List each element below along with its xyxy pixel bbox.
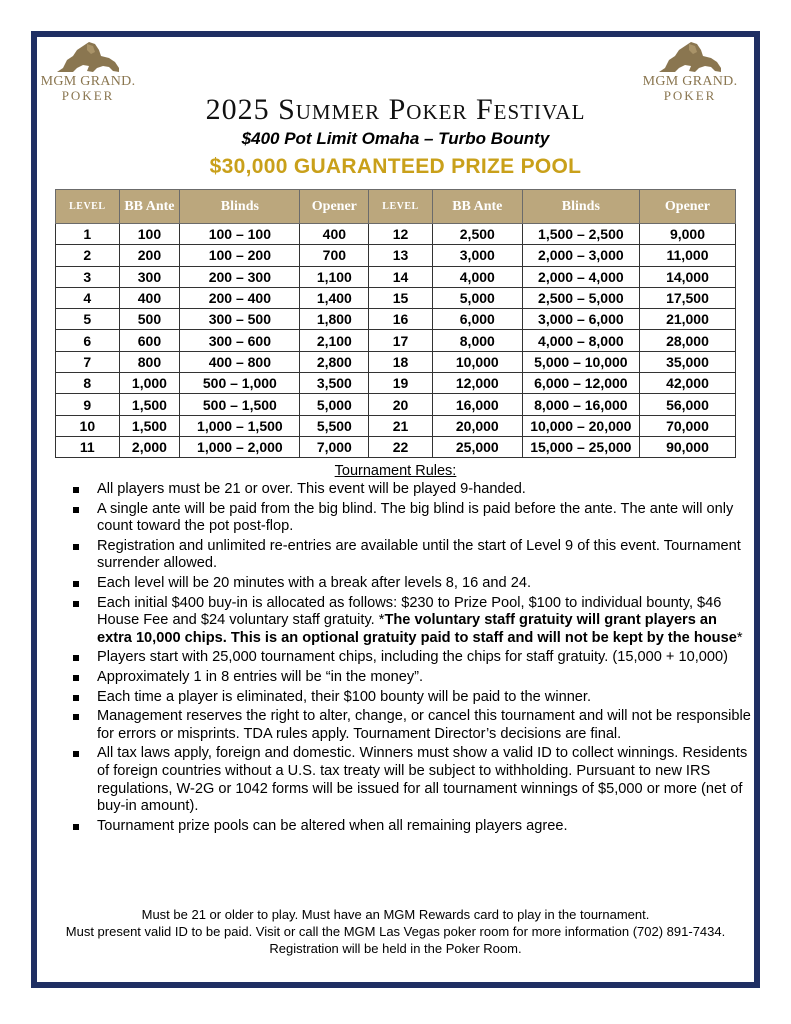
table-cell: 8,000 <box>432 330 522 351</box>
table-cell: 400 <box>300 224 369 245</box>
table-cell: 200 <box>119 245 180 266</box>
rule-text: Each initial $400 buy-in is allocated as follows: $230 to Prize Pool, $100 to individual bounty, $46 House Fee and $24 voluntary staff gratuity. * <box>97 594 722 629</box>
table-cell: 18 <box>369 351 433 372</box>
table-cell: 17,500 <box>639 287 735 308</box>
footer-line-2: Must present valid ID to be paid. Visit or call the MGM Las Vegas poker room for more information (702) 891-7434. Registration will be held in the Poker Room. <box>65 924 726 956</box>
table-cell: 500 <box>119 309 180 330</box>
bullet-icon <box>73 601 79 607</box>
table-row <box>56 436 736 457</box>
table-cell: 4,000 – 8,000 <box>522 330 639 351</box>
table-cell: 400 <box>119 287 180 308</box>
rule-text: All tax laws apply, foreign and domestic. Winners must show a valid ID to collect winnings. Residents of foreign countries without a U.S. tax treaty will be subject to withholding. Pursuant to new IRS regulations, W-2G or 1042 forms will be issued for all tournament winnings of $5,000 or more (net of buy-in amount). <box>97 745 748 815</box>
table-cell: 1,500 – 2,500 <box>522 224 639 245</box>
table-row <box>56 224 736 245</box>
blind-structure-table <box>55 189 736 458</box>
header-opener: Opener <box>639 190 735 224</box>
table-cell: 3,000 <box>432 245 522 266</box>
table-cell: 90,000 <box>639 436 735 457</box>
table-row <box>56 394 736 415</box>
table-cell: 1,400 <box>300 287 369 308</box>
bullet-icon <box>73 695 79 701</box>
table-cell: 400 – 800 <box>180 351 300 372</box>
rule-text: Management reserves the right to alter, change, or cancel this tournament and will not be responsible for errors or misprints. TDA rules apply. Tournament Director’s decisions are final. <box>97 708 751 742</box>
rule-item-buyin <box>73 595 753 648</box>
table-cell: 2,000 <box>119 436 180 457</box>
table-cell: 56,000 <box>639 394 735 415</box>
rule-item <box>73 575 753 593</box>
table-cell: 8 <box>56 373 120 394</box>
table-cell: 16,000 <box>432 394 522 415</box>
table-cell: 500 – 1,500 <box>180 394 300 415</box>
table-cell: 5,000 <box>300 394 369 415</box>
rule-item <box>73 669 753 687</box>
table-cell: 1,800 <box>300 309 369 330</box>
table-cell: 12 <box>369 224 433 245</box>
table-cell: 1,500 <box>119 394 180 415</box>
table-row <box>56 351 736 372</box>
table-cell: 6 <box>56 330 120 351</box>
table-cell: 4 <box>56 287 120 308</box>
table-cell: 5,500 <box>300 415 369 436</box>
table-cell: 21,000 <box>639 309 735 330</box>
bullet-icon <box>73 655 79 661</box>
header-level: LEVEL <box>369 190 433 224</box>
table-cell: 500 – 1,000 <box>180 373 300 394</box>
table-cell: 6,000 <box>432 309 522 330</box>
table-cell: 10,000 <box>432 351 522 372</box>
table-cell: 2,000 – 3,000 <box>522 245 639 266</box>
rule-item <box>73 708 753 743</box>
table-cell: 5 <box>56 309 120 330</box>
rule-text-end: * <box>736 629 743 646</box>
rules-title: Tournament Rules: <box>334 463 457 479</box>
mgm-grand-poker-logo-right <box>640 38 740 103</box>
event-subtitle: $400 Pot Limit Omaha – Turbo Bounty <box>241 129 550 148</box>
prize-pool-heading: $30,000 GUARANTEED PRIZE POOL <box>209 155 582 178</box>
rule-item <box>73 481 753 499</box>
rule-text: Approximately 1 in 8 entries will be “in the money”. <box>97 668 424 685</box>
bullet-icon <box>73 544 79 550</box>
table-cell: 200 – 400 <box>180 287 300 308</box>
table-cell: 3,000 – 6,000 <box>522 309 639 330</box>
table-header-row <box>56 190 736 224</box>
table-cell: 11 <box>56 436 120 457</box>
table-cell: 2,000 – 4,000 <box>522 266 639 287</box>
table-cell: 14 <box>369 266 433 287</box>
rule-item <box>73 745 753 815</box>
table-cell: 2,500 <box>432 224 522 245</box>
table-row <box>56 245 736 266</box>
table-cell: 6,000 – 12,000 <box>522 373 639 394</box>
table-cell: 28,000 <box>639 330 735 351</box>
table-cell: 7,000 <box>300 436 369 457</box>
rules-list <box>73 481 753 837</box>
logo-sub-text: POKER <box>663 88 717 103</box>
rule-text: Each time a player is eliminated, their $100 bounty will be paid to the winner. <box>97 688 592 705</box>
table-cell: 1,000 – 1,500 <box>180 415 300 436</box>
header-bb-ante: BB Ante <box>432 190 522 224</box>
table-cell: 19 <box>369 373 433 394</box>
table-cell: 12,000 <box>432 373 522 394</box>
table-cell: 7 <box>56 351 120 372</box>
table-cell: 20,000 <box>432 415 522 436</box>
table-cell: 11,000 <box>639 245 735 266</box>
table-cell: 9,000 <box>639 224 735 245</box>
table-cell: 1,500 <box>119 415 180 436</box>
rule-text: A single ante will be paid from the big blind. The big blind is paid before the ante. The ante will only count toward the pot post-flop. <box>97 500 734 535</box>
header-bb-ante: BB Ante <box>119 190 180 224</box>
rule-text: All players must be 21 or over. This event will be played 9-handed. <box>97 481 526 497</box>
rule-text: Each level will be 20 minutes with a break after levels 8, 16 and 24. <box>97 574 532 591</box>
table-row <box>56 309 736 330</box>
table-cell: 10,000 – 20,000 <box>522 415 639 436</box>
header-blinds: Blinds <box>180 190 300 224</box>
lion-icon <box>655 38 725 74</box>
table-cell: 15,000 – 25,000 <box>522 436 639 457</box>
lion-icon <box>53 38 123 74</box>
table-cell: 25,000 <box>432 436 522 457</box>
table-cell: 15 <box>369 287 433 308</box>
table-cell: 22 <box>369 436 433 457</box>
table-cell: 1,000 <box>119 373 180 394</box>
table-cell: 100 <box>119 224 180 245</box>
table-cell: 10 <box>56 415 120 436</box>
table-cell: 1,100 <box>300 266 369 287</box>
bullet-icon <box>73 824 79 830</box>
table-cell: 16 <box>369 309 433 330</box>
table-row <box>56 373 736 394</box>
table-row <box>56 415 736 436</box>
rule-item <box>73 649 753 667</box>
table-cell: 300 – 600 <box>180 330 300 351</box>
table-cell: 20 <box>369 394 433 415</box>
table-cell: 35,000 <box>639 351 735 372</box>
table-cell: 4,000 <box>432 266 522 287</box>
logo-brand-text: MGM GRAND. <box>642 74 738 89</box>
table-cell: 100 – 200 <box>180 245 300 266</box>
table-cell: 2,800 <box>300 351 369 372</box>
table-cell: 800 <box>119 351 180 372</box>
table-cell: 200 – 300 <box>180 266 300 287</box>
rule-text: Registration and unlimited re-entries are available until the start of Level 9 of this event. Tournament surrender allowed. <box>97 537 741 572</box>
bullet-icon <box>73 507 79 513</box>
rule-item <box>73 501 753 536</box>
table-cell: 3,500 <box>300 373 369 394</box>
table-cell: 3 <box>56 266 120 287</box>
table-cell: 300 <box>119 266 180 287</box>
bullet-icon <box>73 714 79 720</box>
table-cell: 1 <box>56 224 120 245</box>
table-cell: 5,000 – 10,000 <box>522 351 639 372</box>
table-cell: 14,000 <box>639 266 735 287</box>
table-cell: 100 – 100 <box>180 224 300 245</box>
rule-item <box>73 538 753 573</box>
header-opener: Opener <box>300 190 369 224</box>
logo-sub-text: POKER <box>61 88 115 103</box>
mgm-grand-poker-logo-left <box>38 38 138 103</box>
table-row <box>56 330 736 351</box>
logo-brand-text: MGM GRAND. <box>40 74 136 89</box>
rule-item <box>73 818 753 836</box>
bullet-icon <box>73 487 79 493</box>
header-level: LEVEL <box>56 190 120 224</box>
table-cell: 42,000 <box>639 373 735 394</box>
table-cell: 5,000 <box>432 287 522 308</box>
table-cell: 17 <box>369 330 433 351</box>
table-row <box>56 287 736 308</box>
header-blinds: Blinds <box>522 190 639 224</box>
rule-item <box>73 689 753 707</box>
footer-notice <box>40 906 751 957</box>
bullet-icon <box>73 675 79 681</box>
table-row <box>56 266 736 287</box>
table-cell: 13 <box>369 245 433 266</box>
table-cell: 70,000 <box>639 415 735 436</box>
table-cell: 2,100 <box>300 330 369 351</box>
table-cell: 600 <box>119 330 180 351</box>
rule-text: Tournament prize pools can be altered when all remaining players agree. <box>97 817 568 834</box>
table-cell: 21 <box>369 415 433 436</box>
rule-bold-text: The voluntary staff gratuity will grant players an extra 10,000 chips. This is an optional gratuity paid to staff and will not be kept by the house <box>97 612 737 646</box>
page-title: 2025 Summer Poker Festival <box>205 93 586 126</box>
bullet-icon <box>73 751 79 757</box>
table-cell: 1,000 – 2,000 <box>180 436 300 457</box>
table-cell: 8,000 – 16,000 <box>522 394 639 415</box>
rule-text: Players start with 25,000 tournament chips, including the chips for staff gratuity. (15,000 + 10,000) <box>97 649 728 666</box>
table-cell: 2,500 – 5,000 <box>522 287 639 308</box>
footer-line-1: Must be 21 or older to play. Must have an MGM Rewards card to play in the tournament. <box>141 907 650 922</box>
bullet-icon <box>73 581 79 587</box>
table-cell: 300 – 500 <box>180 309 300 330</box>
table-cell: 9 <box>56 394 120 415</box>
table-cell: 700 <box>300 245 369 266</box>
table-cell: 2 <box>56 245 120 266</box>
